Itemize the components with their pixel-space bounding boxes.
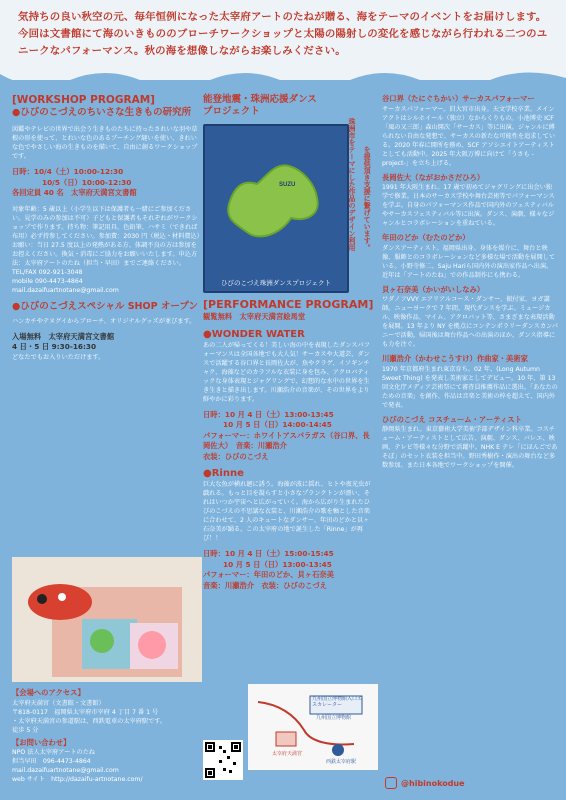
performer-4-name: 貝ヶ石奈美（かいがいしなみ） xyxy=(382,284,485,294)
venue-map xyxy=(248,684,378,770)
map-label-3: 西鉄太宰府駅 xyxy=(326,759,357,765)
map-side-text-2: を提供頂き支援に繋げています。 xyxy=(363,146,372,251)
workshop-venue: 各回定員 40 名 太宰府天満宮文書館 xyxy=(12,188,137,197)
performer-5-name: 川瀬浩介（かわせこうすけ）作曲家・美術家 xyxy=(382,354,528,363)
show2-credits: パフォーマー：年田のどか、貝ヶ石奈美 xyxy=(203,570,334,579)
shop-desc: ハンカチやテヌグイからブローチ、オリジナルグッズが並びます。 xyxy=(12,317,196,325)
contact-tel: TEL/FAX 092-921-3048 xyxy=(12,268,83,276)
instagram-handle[interactable] xyxy=(385,776,555,790)
qr-code-icon[interactable] xyxy=(203,740,243,780)
middle-column xyxy=(203,94,373,118)
performer-3-name: 年田のどか（むたのどか） xyxy=(382,233,470,242)
access-line-2: 〒818-0117 福岡県太宰府市宰府 4 丁目 7 番 1 号 xyxy=(12,708,159,716)
workshop-title: ●ひびのこづえのちいさな生きもの研究所 xyxy=(12,107,192,118)
access-line-3: ・太宰府天満宮の参道駅は、西鉄電車の太宰府駅です。 xyxy=(12,717,167,725)
performer-3-bio: ダンスアーティスト。福岡県出身。身体を媒介に、舞台と映像、服飾とのコラボレーションなど多様な場で活動を展開している。小野寺修二、Saju Hariら国内外の演出家作品へ出演。近年は「アートのたね」での作品制作にも携わる。 xyxy=(382,244,556,279)
contact-heading: 【お問い合わせ】 xyxy=(12,737,71,747)
show2-date-2: 10 月 5 日（日）13:00-13:45 xyxy=(223,559,332,569)
workshop-date-1: 日時：10/4（土）10:00-12:30 xyxy=(12,167,124,176)
access-line-1: 太宰府天満宮（文書館・文書館） xyxy=(12,699,105,707)
show1-costume: 衣装：ひびのこづえ xyxy=(203,451,269,461)
island-map xyxy=(203,124,349,293)
contact-org: NPO 法人太宰府アートのたね xyxy=(12,749,96,756)
contact-web[interactable]: web サイト http://dazaifu-artnotane.com/ xyxy=(12,776,143,783)
performer-2-name: 長岡佐大（ながおかさだひろ） xyxy=(382,172,485,182)
performer-6-name: ひびのこづえ コスチューム・アーティスト xyxy=(382,414,522,424)
performer-4-bio: ワダノフVVY エアリアルコース・ダンサー、振付家、ヨガ講師。ニューヨークで 7 年間、現代ダンスを学ぶ。ミュージカル、映像作品、マイム、アクロバット等、さまざまな表現活動を展開。13 年より NY を拠点にコンテンポラリーダンスカンパニーで活動。帰国後は舞台作品への出演のほか、ダンス指導にも力を注ぐ。 xyxy=(382,296,558,348)
show1-date-2: 10 月 5 日（日）14:00-14:45 xyxy=(223,420,332,429)
performer-1-name: 谷口界（たにぐちかい）サーカスパフォーマー xyxy=(382,94,535,103)
performer-5-bio: 1970 年京都府生まれ東京育ち。02 年、(Long Autumn Sweet Thing) を発表し美術家としてデビュー。10 年、第 13 回文化庁メディア芸術祭にて審査員推薦作品に選出。「あなたのための音楽」を創作、作品は音楽と美術の枠を超えて、国内外で発表。 xyxy=(382,365,558,409)
intro-section xyxy=(0,0,566,80)
show1-desc: あの二人が帰ってくる！美しい海の中を表現したダンスパフォーマンスは全国各地でも大人気！サーカスや大道芸、ダンスで活躍する谷口界と長岡佐大が、魚やクラゲ、イソギンチャク、海藻などのカラフルな衣装に身を包み、アクロバティックな身体表現とジャグリングで、幻想的な水中の世界を生き生きと描き出します。川瀬浩介の音楽が、その世界をより鮮やかに彩ります。 xyxy=(203,341,370,403)
contact-person: 担当早田 096-4473-4864 xyxy=(12,758,91,765)
contact-mail-bottom[interactable]: mail.dazaifuartnotane@gmail.com xyxy=(12,767,119,774)
instagram-icon xyxy=(385,777,397,789)
show2-music: 音楽：川瀬浩介 衣装：ひびのこづえ xyxy=(203,580,327,590)
access-section xyxy=(12,688,202,784)
workshop-heading: [WORKSHOP PROGRAM] xyxy=(12,94,155,106)
map-side-text: 珠洲市をテーマにした作品のデザイン利用 xyxy=(348,118,356,251)
performer-6-bio: 静岡県生まれ。東京藝術大学美術学部デザイン科卒業。コスチューム・アーティストとして広告、演劇、ダンス、バレエ、映画、テレビ等様々な分野で活躍中。NHK E テレ「にほんごであそぼ」のセット衣装を担当中。野田秀樹作・演出の舞台など多数参加。また日本各地でワークショップを開催。 xyxy=(382,426,558,469)
show1-credits: パフォーマー：ホワイトアスパラガス（谷口界、長岡佐大） 音楽：川瀬浩介 xyxy=(203,430,370,450)
island-map-icon xyxy=(219,144,329,254)
show1-title: ●WONDER WATER xyxy=(203,328,305,340)
map-side-note xyxy=(347,118,375,258)
shop-free: 入場無料 太宰府天満宮文書館 xyxy=(12,331,115,341)
svg-text:SUZU: SUZU xyxy=(279,182,296,188)
right-column xyxy=(382,94,558,470)
performer-2-bio: 1991 年大阪生まれ。17 歳で初めてジャグリングに出会い独学で修業。日本のサーカス学校や舞台芸術等でパフォーマンスを学ぶ。自身のパフォーマンス作品で国内外のフェスティバルやサーカスフェスティバル等に出演。ダンス、演劇、様々なジャンルとコラボレーションを重ねている。 xyxy=(382,184,555,227)
performer-1-bio: サーカスパフォーマー。旧大宮市出身。天文学校卒業。メインアクトはシルホイール（独立）なからくりもの。小池博史 ICF「風の又三郎」森山開次「サーカス」等に出演。ジャンルに縛られない自由な発想で、サーカスの新たな可能性を追求している。2020 年春に開所を務め、SCF アソシエイトアーティストとしても活動中。2025 年大阪万博に向けて「うさも -project-」を立ち上げる。 xyxy=(382,105,556,167)
map-label-2: 太宰府天満宮 xyxy=(272,751,303,757)
left-column xyxy=(12,94,202,362)
map-label-1: 九州国立博物館入口エスカレーター xyxy=(312,696,363,708)
workshop-desc: 図鑑やテレビの世界で出会う生きものたちに持ったされいな羽や草根の形を使って、とれいな色のあるブーチング縫いを使い、きれいな色でやさしい海の生きものを描いて、自由に創るワークショップです。 xyxy=(12,126,198,160)
access-line-4: 徒歩 5 分 xyxy=(12,726,39,734)
shop-note: どなたでもお入りいただけます。 xyxy=(12,353,105,361)
workshop-details: 対象年齢：5 歳以上（小学生以下は保護者も一緒にご参加ください。見学のみの参加は不可）子どもと保護者もそれぞれがワークショップで作ります。持ち物：筆記用具、色鉛筆、ハサミ（できれば布用）必ず持参してください。参加費：2030 円（税込・材料費込）お願い：当日 27.5 度以上の発熱がある方、体調不良の方は参加をお控えください。換気・消毒にご協力をお願いいたします。申込方法：太宰府アートのたね（担当・早田）までご連絡ください。 xyxy=(12,205,200,267)
shop-dates: 4 日・5 日 9:30-16:30 xyxy=(12,342,97,351)
access-heading: 【会場へのアクセス】 xyxy=(12,688,85,697)
instagram-handle-text: @hibinokodue xyxy=(401,778,465,788)
contact-mail[interactable]: mail.dazaifuartnotane@gmail.com xyxy=(12,286,119,294)
perf-heading: [PERFORMANCE PROGRAM] xyxy=(203,298,374,311)
perf-sub: 観覧無料 太宰府天満宮絵馬堂 xyxy=(203,312,306,321)
show1-date-1: 日時：10 月 4 日（土）13:00-13:45 xyxy=(203,409,334,419)
map-caption: ひびのこづえ珠洲ダンスプロジェクト xyxy=(220,279,332,287)
show2-title: ●Rinne xyxy=(203,468,244,479)
fish-costume-photo xyxy=(12,557,202,682)
shop-title: ●ひびのこづえスペシャル SHOP オープン xyxy=(12,300,199,312)
contact-mobile: mobile 090-4473-4864 xyxy=(12,277,83,285)
project-title: 能登地震・珠洲応援ダンスプロジェクト xyxy=(203,94,317,117)
show2-desc: 巨大な魚が横れ廻に誘う。海藻が波に揺れ、ヒトや夜光虫が戯れる。もっと目を凝らすと小さなプランクトンが漂い、それはいつか宇宙へと広がっていく。海から広がり生まれたひびのこづえの不思議な衣装と、川瀬浩介の歌を軸とした音楽に合わせて、2 人のキュートなダンサー、年田のどかと貝ヶ石奈美が踊る。この太宰府の地で誕生した「Rinne」が再び！！ xyxy=(203,481,371,542)
workshop-date-2: 10/5（日）10:00-12:30 xyxy=(42,177,132,187)
map-label-4: 九州国立博物館 xyxy=(316,715,352,721)
show2-date-1: 日時：10 月 4 日（土）15:00-15:45 xyxy=(203,549,334,558)
intro-text: 気持ちの良い秋空の元、毎年恒例になった太宰府アートのたねが贈る、海をテーマのイベントをお届けします。今回は文書館にて海のいきもののブローチワークショップと太陽の陽射しの変化を感じながら行われる二つのユニークなパフォーマンス。秋の海を想像しながらお楽しみください。 xyxy=(18,11,548,57)
